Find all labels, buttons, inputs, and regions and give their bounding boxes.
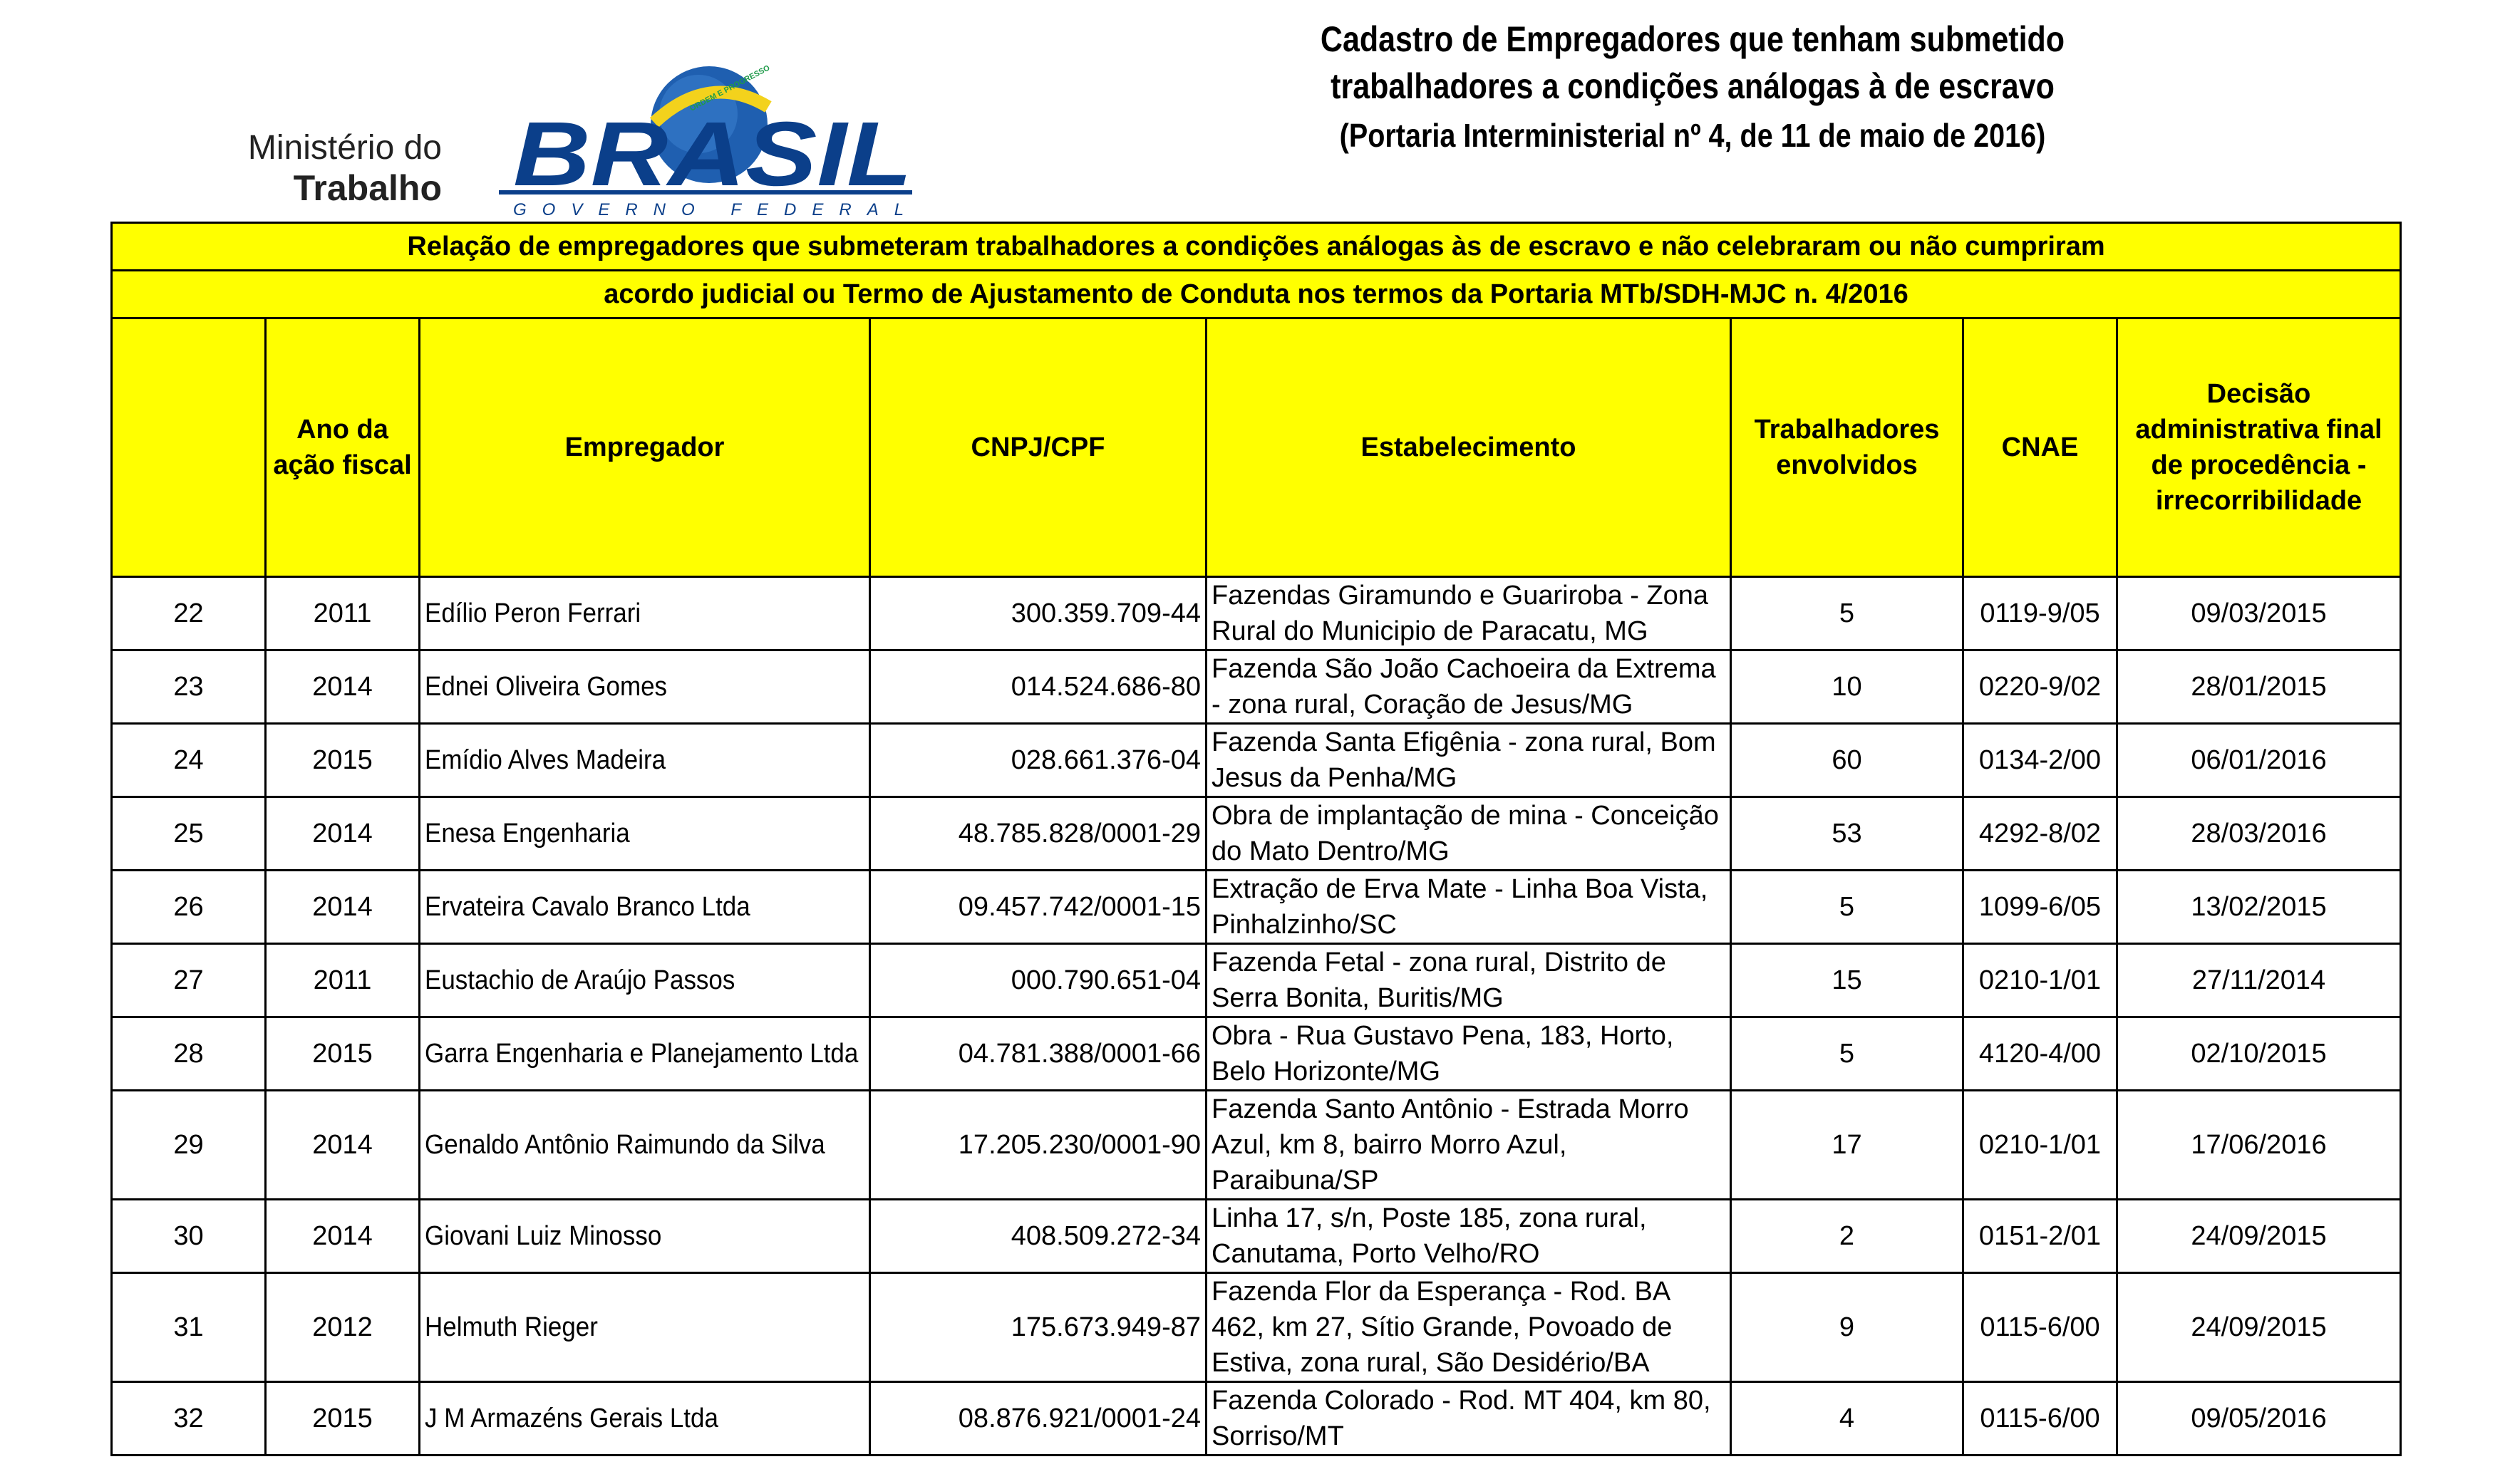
row-estabelecimento: Fazenda Colorado - Rod. MT 404, km 80, Sorriso/MT xyxy=(1207,1382,1731,1456)
row-estabelecimento: Fazenda São João Cachoeira da Extrema - zona rural, Coração de Jesus/MG xyxy=(1207,650,1731,724)
row-cnae: 0220-9/02 xyxy=(1963,650,2117,724)
row-trabalhadores: 53 xyxy=(1731,797,1963,871)
table-row xyxy=(112,1200,2401,1273)
row-decisao: 24/09/2015 xyxy=(2117,1273,2401,1382)
brasil-wordmark: BRASIL xyxy=(513,103,912,205)
row-cnpj: 04.781.388/0001-66 xyxy=(870,1017,1207,1091)
row-estabelecimento: Obra - Rua Gustavo Pena, 183, Horto, Belo Horizonte/MG xyxy=(1207,1017,1731,1091)
row-empregador: Emídio Alves Madeira xyxy=(420,724,870,797)
row-cnae: 0115-6/00 xyxy=(1963,1382,2117,1456)
title-line1: Cadastro de Empregadores que tenham submetido xyxy=(1320,19,2065,59)
row-cnae: 0115-6/00 xyxy=(1963,1273,2117,1382)
row-estabelecimento: Fazenda Fetal - zona rural, Distrito de Serra Bonita, Buritis/MG xyxy=(1207,944,1731,1017)
table-banner-row-1 xyxy=(112,223,2401,271)
row-cnae: 1099-6/05 xyxy=(1963,871,2117,944)
col-header-index xyxy=(112,318,266,577)
row-index: 30 xyxy=(112,1200,266,1273)
ministry-logo-line2: Trabalho xyxy=(293,168,442,208)
col-header-empregador: Empregador xyxy=(420,318,870,577)
row-decisao: 28/03/2016 xyxy=(2117,797,2401,871)
row-cnae: 0119-9/05 xyxy=(1963,577,2117,650)
row-estabelecimento: Extração de Erva Mate - Linha Boa Vista, Pinhalzinho/SC xyxy=(1207,871,1731,944)
row-cnpj: 08.876.921/0001-24 xyxy=(870,1382,1207,1456)
row-cnae: 0210-1/01 xyxy=(1963,1091,2117,1200)
row-cnpj: 014.524.686-80 xyxy=(870,650,1207,724)
table-row xyxy=(112,1273,2401,1382)
row-cnpj: 175.673.949-87 xyxy=(870,1273,1207,1382)
row-estabelecimento: Obra de implantação de mina - Conceição do Mato Dentro/MG xyxy=(1207,797,1731,871)
col-header-cnpj: CNPJ/CPF xyxy=(870,318,1207,577)
employers-table xyxy=(110,222,2402,1456)
row-cnpj: 300.359.709-44 xyxy=(870,577,1207,650)
table-row xyxy=(112,797,2401,871)
brasil-governo-federal-logo xyxy=(485,57,926,221)
row-decisao: 17/06/2016 xyxy=(2117,1091,2401,1200)
col-header-decisao: Decisão administrativa final de procedência - irrecorribilidade xyxy=(2117,318,2401,577)
row-ano: 2011 xyxy=(266,944,420,1017)
row-cnpj: 028.661.376-04 xyxy=(870,724,1207,797)
row-ano: 2014 xyxy=(266,1200,420,1273)
row-decisao: 02/10/2015 xyxy=(2117,1017,2401,1091)
row-index: 26 xyxy=(112,871,266,944)
row-empregador: Ervateira Cavalo Branco Ltda xyxy=(420,871,870,944)
row-ano: 2015 xyxy=(266,1017,420,1091)
table-row xyxy=(112,944,2401,1017)
page-title xyxy=(1105,16,2281,158)
row-index: 29 xyxy=(112,1091,266,1200)
title-portaria: (Portaria Interministerial nº 4, de 11 de maio de 2016) xyxy=(1339,117,2046,154)
row-trabalhadores: 10 xyxy=(1731,650,1963,724)
row-cnpj: 408.509.272-34 xyxy=(870,1200,1207,1273)
row-empregador: Ednei Oliveira Gomes xyxy=(420,650,870,724)
row-estabelecimento: Fazendas Giramundo e Guariroba - Zona Rural do Municipio de Paracatu, MG xyxy=(1207,577,1731,650)
row-trabalhadores: 2 xyxy=(1731,1200,1963,1273)
row-cnae: 4120-4/00 xyxy=(1963,1017,2117,1091)
title-line2: trabalhadores a condições análogas à de escravo xyxy=(1331,66,2055,106)
row-cnae: 0151-2/01 xyxy=(1963,1200,2117,1273)
row-ano: 2014 xyxy=(266,1091,420,1200)
row-empregador: Giovani Luiz Minosso xyxy=(420,1200,870,1273)
row-empregador: Enesa Engenharia xyxy=(420,797,870,871)
governo-federal-text: GOVERNO FEDERAL xyxy=(513,200,920,219)
row-decisao: 06/01/2016 xyxy=(2117,724,2401,797)
table-row xyxy=(112,724,2401,797)
row-decisao: 13/02/2015 xyxy=(2117,871,2401,944)
row-trabalhadores: 4 xyxy=(1731,1382,1963,1456)
row-cnpj: 17.205.230/0001-90 xyxy=(870,1091,1207,1200)
row-index: 24 xyxy=(112,724,266,797)
table-banner-row-2 xyxy=(112,271,2401,318)
row-trabalhadores: 5 xyxy=(1731,577,1963,650)
row-empregador: Helmuth Rieger xyxy=(420,1273,870,1382)
row-index: 28 xyxy=(112,1017,266,1091)
row-ano: 2014 xyxy=(266,871,420,944)
row-decisao: 27/11/2014 xyxy=(2117,944,2401,1017)
row-index: 22 xyxy=(112,577,266,650)
row-estabelecimento: Fazenda Flor da Esperança - Rod. BA 462, km 27, Sítio Grande, Povoado de Estiva, zona rural, São Desidério/BA xyxy=(1207,1273,1731,1382)
ministry-logo xyxy=(214,128,442,208)
row-ano: 2014 xyxy=(266,797,420,871)
row-cnpj: 48.785.828/0001-29 xyxy=(870,797,1207,871)
row-ano: 2015 xyxy=(266,1382,420,1456)
table-banner-line2: acordo judicial ou Termo de Ajustamento de Conduta nos termos da Portaria MTb/SDH-MJC n. 4/2016 xyxy=(112,271,2401,318)
row-empregador: Genaldo Antônio Raimundo da Silva xyxy=(420,1091,870,1200)
row-index: 27 xyxy=(112,944,266,1017)
row-empregador: J M Armazéns Gerais Ltda xyxy=(420,1382,870,1456)
col-header-ano: Ano da ação fiscal xyxy=(266,318,420,577)
row-trabalhadores: 5 xyxy=(1731,871,1963,944)
col-header-estabelecimento: Estabelecimento xyxy=(1207,318,1731,577)
row-cnae: 0134-2/00 xyxy=(1963,724,2117,797)
ministry-logo-line1: Ministério do xyxy=(247,129,442,167)
row-estabelecimento: Linha 17, s/n, Poste 185, zona rural, Canutama, Porto Velho/RO xyxy=(1207,1200,1731,1273)
row-index: 32 xyxy=(112,1382,266,1456)
row-cnae: 0210-1/01 xyxy=(1963,944,2117,1017)
table-banner-line1: Relação de empregadores que submeteram trabalhadores a condições análogas às de escravo e não celebraram ou não cumpriram xyxy=(112,223,2401,271)
row-estabelecimento: Fazenda Santa Efigênia - zona rural, Bom Jesus da Penha/MG xyxy=(1207,724,1731,797)
table-row xyxy=(112,1017,2401,1091)
ordem-progresso-text: ORDEM E PROGRESSO xyxy=(688,63,772,113)
row-trabalhadores: 9 xyxy=(1731,1273,1963,1382)
row-trabalhadores: 60 xyxy=(1731,724,1963,797)
table-row xyxy=(112,577,2401,650)
table-row xyxy=(112,871,2401,944)
col-header-trabalhadores: Trabalhadores envolvidos xyxy=(1731,318,1963,577)
row-cnpj: 09.457.742/0001-15 xyxy=(870,871,1207,944)
row-estabelecimento: Fazenda Santo Antônio - Estrada Morro Azul, km 8, bairro Morro Azul, Paraibuna/SP xyxy=(1207,1091,1731,1200)
table-row xyxy=(112,1091,2401,1200)
row-cnae: 4292-8/02 xyxy=(1963,797,2117,871)
logo-area xyxy=(214,57,926,221)
row-ano: 2011 xyxy=(266,577,420,650)
row-ano: 2014 xyxy=(266,650,420,724)
table-row xyxy=(112,1382,2401,1456)
row-trabalhadores: 5 xyxy=(1731,1017,1963,1091)
row-decisao: 09/05/2016 xyxy=(2117,1382,2401,1456)
row-trabalhadores: 15 xyxy=(1731,944,1963,1017)
table-header-row xyxy=(112,318,2401,577)
row-ano: 2012 xyxy=(266,1273,420,1382)
row-decisao: 24/09/2015 xyxy=(2117,1200,2401,1273)
row-decisao: 28/01/2015 xyxy=(2117,650,2401,724)
row-ano: 2015 xyxy=(266,724,420,797)
row-empregador: Garra Engenharia e Planejamento Ltda xyxy=(420,1017,870,1091)
row-empregador: Edílio Peron Ferrari xyxy=(420,577,870,650)
row-index: 23 xyxy=(112,650,266,724)
row-index: 25 xyxy=(112,797,266,871)
row-cnpj: 000.790.651-04 xyxy=(870,944,1207,1017)
col-header-cnae: CNAE xyxy=(1963,318,2117,577)
row-trabalhadores: 17 xyxy=(1731,1091,1963,1200)
row-index: 31 xyxy=(112,1273,266,1382)
row-empregador: Eustachio de Araújo Passos xyxy=(420,944,870,1017)
table-row xyxy=(112,650,2401,724)
row-decisao: 09/03/2015 xyxy=(2117,577,2401,650)
